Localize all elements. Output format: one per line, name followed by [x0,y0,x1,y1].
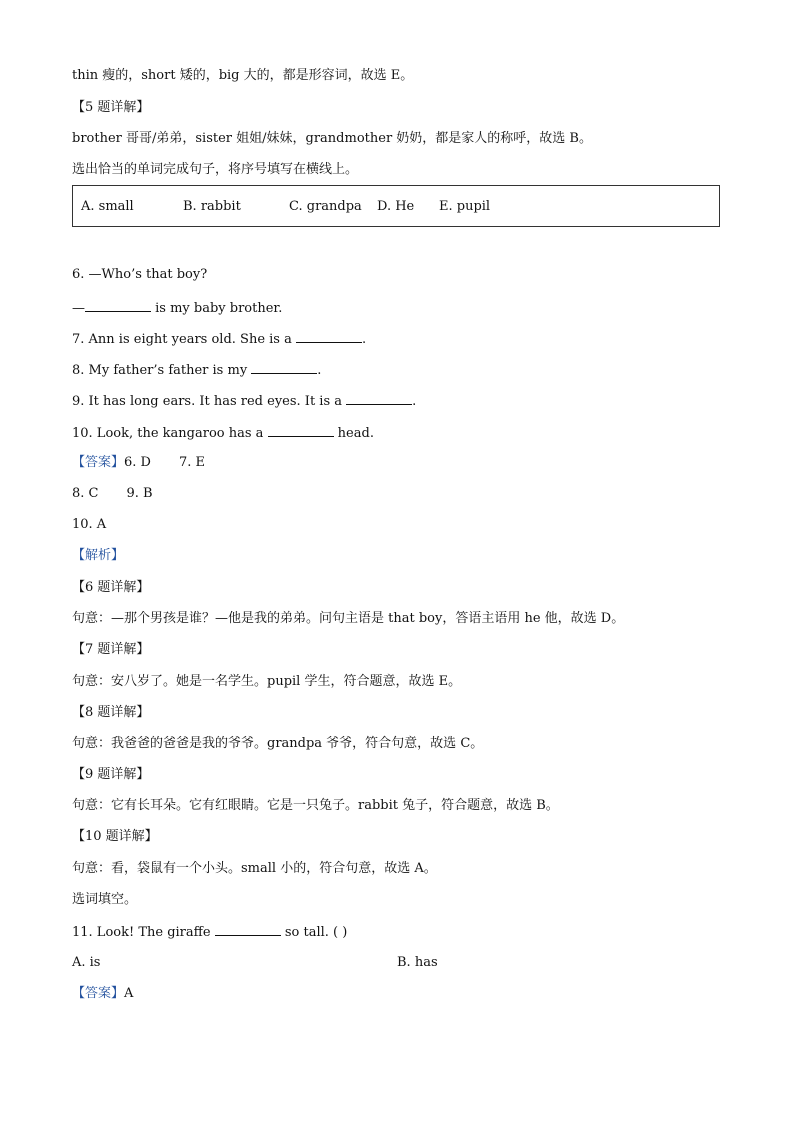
section-2-title: 选词填空。 [72,892,138,907]
question-6-answer-line [72,299,282,317]
question-7-after: . [362,332,367,347]
question-11-after: so tall. ( ) [280,925,348,940]
q5-detail-text: brother 哥哥/弟弟，sister 姐姐/妹妹，grandmother 奶奶，都是家人的称呼，故选 B。 [72,131,592,146]
question-11-answer-label: 【答案】 [72,986,125,1001]
previous-explanation: thin 瘦的，short 矮的，big 大的，都是形容词，故选 E。 [72,68,414,83]
question-7-before: 7. Ann is eight years old. She is a [72,332,296,347]
question-11-option-a: A. is [72,955,101,970]
q9-detail-header: 【9 题详解】 [72,767,150,782]
answers-line-2 [72,486,153,502]
answer-7: 7. E [178,455,206,470]
question-9-after: . [412,394,417,409]
q6-detail-text: 句意：—那个男孩是谁？—他是我的弟弟。问句主语是 that boy，答语主语用 he 他，故选 D。 [72,611,625,626]
word-bank-option-a: A. small [81,199,134,214]
question-11-answer [72,986,133,1002]
answers-line-1 [72,455,205,471]
word-bank-option-b: B. rabbit [183,199,241,214]
answer-9: 9. B [126,486,153,501]
answer-6: 6. D [124,455,151,470]
q5-detail-header: 【5 题详解】 [72,100,150,115]
word-bank-option-c: C. grandpa [289,199,362,214]
analysis-label: 【解析】 [72,548,125,563]
question-7 [72,330,366,348]
question-11-option-b: B. has [397,955,438,970]
question-10 [72,424,374,442]
q6-detail-header: 【6 题详解】 [72,580,150,595]
question-10-blank [268,424,334,437]
question-9 [72,392,416,410]
answers-label: 【答案】 [72,455,125,470]
question-8-blank [251,361,317,374]
word-bank-option-e: E. pupil [439,199,491,214]
question-9-blank [346,392,412,405]
q9-detail-text: 句意：它有长耳朵。它有红眼睛。它是一只兔子。rabbit 兔子，符合题意，故选 B。 [72,798,559,813]
word-bank-option-d: D. He [377,199,415,214]
answer-8: 8. C [72,486,99,501]
question-6-dash: — [72,301,85,316]
q10-detail-text: 句意：看，袋鼠有一个小头。small 小的，符合句意，故选 A。 [72,861,437,876]
question-11 [72,923,347,941]
question-8 [72,361,321,379]
word-bank-box [72,185,720,227]
question-6-after: is my baby brother. [151,301,283,316]
section-instruction: 选出恰当的单词完成句子，将序号填写在横线上。 [72,162,359,177]
question-11-before: 11. Look! The giraffe [72,925,215,940]
question-11-answer-value: A [124,986,134,1001]
question-11-blank [215,923,281,936]
question-6-prompt: 6. —Who’s that boy? [72,267,208,282]
q8-detail-header: 【8 题详解】 [72,705,150,720]
q10-detail-header: 【10 题详解】 [72,829,158,844]
question-8-before: 8. My father’s father is my [72,363,252,378]
q8-detail-text: 句意：我爸爸的爸爸是我的爷爷。grandpa 爷爷，符合句意，故选 C。 [72,736,484,751]
question-6-blank [85,299,151,312]
question-7-blank [296,330,362,343]
q7-detail-header: 【7 题详解】 [72,642,150,657]
q7-detail-text: 句意：安八岁了。她是一名学生。pupil 学生，符合题意，故选 E。 [72,674,462,689]
question-9-before: 9. It has long ears. It has red eyes. It is a [72,394,347,409]
question-10-after: head. [333,426,374,441]
question-10-before: 10. Look, the kangaroo has a [72,426,268,441]
question-8-after: . [317,363,322,378]
answer-10: 10. A [72,517,107,532]
